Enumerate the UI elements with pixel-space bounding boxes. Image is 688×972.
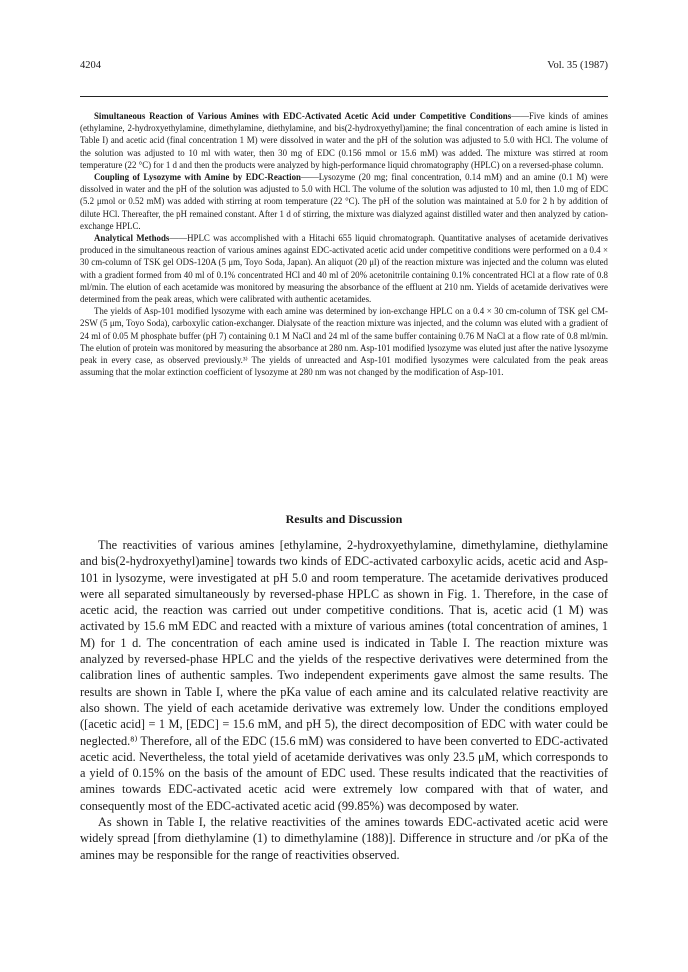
- methods-heading: Simultaneous Reaction of Various Amines with EDC-Activated Acetic Acid under Competitive Conditions: [94, 111, 512, 121]
- page-number: 4204: [80, 60, 101, 71]
- methods-heading: Coupling of Lysozyme with Amine by EDC-Reaction: [94, 172, 301, 183]
- body-paragraph: The reactivities of various amines [ethylamine, 2-hydroxyethylamine, dimethylamine, diethylamine and bis(2-hydroxyethyl)amine] towards two kinds of EDC-activated carboxylic acids, acetic acid and Asp-101 in lysozyme, were investigated at pH 5.0 and room temperature. The acetamide derivatives produced were all separated simultaneously by reversed-phase HPLC as shown in Fig. 1. Therefore, in the case of acetic acid, the reaction was carried out under competitive conditions. That is, acetic acid (1 M) was activated by 15.6 mM EDC and reacted with a mixture of various amines (total concentration of amines, 1 M) for 1 d. The concentration of each amine used is indicated in Table I. The reaction mixture was analyzed by reversed-phase HPLC and the yields of the respective derivatives were determined from the calibration lines of authentic samples. Two independent experiments gave almost the same results. The results are shown in Table I, where the pKa value of each amine and its calculated relative reactivity are also shown. The yield of each acetamide derivative was extremely low. Under the conditions employed ([acetic acid] = 1 M, [EDC] = 15.6 mM, and pH 5), the direct decomposition of EDC with water could be neglected.⁸⁾ Therefore, all of the EDC (15.6 mM) was considered to have been converted to EDC-activated acetic acid. Nevertheless, the total yield of acetamide derivatives was only 23.5 μM, which corresponds to a yield of 0.15% on the basis of the amount of EDC used. These results indicated that the reactivities of amines towards EDC-activated acetic acid were extremely low compared with that of water, and consequently most of the EDC-activated acetic acid (99.85%) was decomposed by water.: [80, 538, 608, 813]
- methods-heading: Analytical Methods: [94, 233, 170, 244]
- methods-text: ——HPLC was accomplished with a Hitachi 655 liquid chromatograph. Quantitative analyses of acetamide derivatives produced in the simultaneous reaction of various amines against EDC-activated acetic acid under competitive conditions were performed on a 0.4 × 30 cm-column of TSK gel ODS-120A (5 μm, Toyo Soda, Japan). An aliquot (20 μl) of the reaction mixture was injected and the column was eluted with a gradient formed from 40 ml of 0.1% concentrated HCl and 40 ml of 20% acetonitrile containing 0.1% concentrated HCl at a flow rate of 0.8 ml/min. The elution of each acetamide was monitored by measuring the absorbance of the effluent at 210 nm. Yields of acetamide derivatives were determined from the peak areas, which were calibrated with authentic acetamides.: [80, 233, 608, 305]
- methods-text: ——Five kinds of amines (ethylamine, 2-hydroxyethylamine, dimethylamine, diethylamine, and bis(2-hydroxyethyl)amine; the final concentration of each amine is listed in Table I) and acetic acid (final concentration 1 M) were dissolved in water and the pH of the solution was adjusted to 5.0 with HCl. The volume of the solution was adjusted to 10 ml with water, then 30 mg of EDC (0.156 mmol or 15.6 mM) was added. The mixture was stirred at room temperature (22 °C) for 1 d and then the products were analyzed by high-performance liquid chromatography (HPLC) on a reversed-phase column.: [80, 111, 608, 170]
- section-title: Results and Discussion: [285, 512, 403, 526]
- methods-paragraph: [80, 110, 608, 171]
- results-section: [80, 537, 608, 863]
- header-rule: [80, 96, 608, 97]
- methods-text: ——Lysozyme (20 mg; final concentration, 0.14 mM) and an amine (0.1 M) were dissolved in water and the pH of the solution was adjusted to 5.0 with HCl. The volume of the solution was adjusted to 10 ml, then 1.0 mg of EDC (5.2 μmol or 0.52 mM) was added with stirring at room temperature (22 °C). The pH of the solution was maintained at 5.0 for 2 h by addition of dilute HCl. Thereafter, the pH remained constant. After 1 d of stirring, the mixture was dialyzed against distilled water and then analyzed by cation-exchange HPLC.: [80, 172, 608, 231]
- methods-text: The yields of Asp-101 modified lysozyme with each amine was determined by ion-exchange HPLC on a 0.4 × 30 cm-column of TSK gel CM-2SW (5 μm, Toyo Soda), carboxylic cation-exchanger. Dialysate of the reaction mixture was injected, and the column was eluted with a gradient of 24 ml of 0.05 M phosphate buffer (pH 7) containing 0.1 M NaCl and 24 ml of the same buffer containing 0.76 M NaCl at a flow rate of 0.8 ml/min. The elution of protein was monitored by measuring the absorbance at 280 nm. Asp-101 modified lysozyme was eluted just after the native lysozyme peak in every case, as observed previously.³⁾ The yields of unreacted and Asp-101 modified lysozymes were calculated from the peak areas assuming that the molar extinction coefficient of lysozyme at 280 nm was not changed by the modification of Asp-101.: [80, 306, 608, 378]
- methods-paragraph: [80, 171, 608, 232]
- volume-label: Vol. 35 (1987): [547, 60, 608, 71]
- methods-section: [80, 110, 608, 378]
- page-header: [80, 60, 608, 76]
- methods-paragraph: [80, 305, 608, 378]
- body-paragraph: As shown in Table I, the relative reactivities of the amines towards EDC-activated acetic acid were widely spread [from diethylamine (1) to dimethylamine (188)]. Difference in structure and /or pKa of the amines may be responsible for the range of reactivities observed.: [80, 815, 608, 862]
- methods-paragraph: [80, 232, 608, 305]
